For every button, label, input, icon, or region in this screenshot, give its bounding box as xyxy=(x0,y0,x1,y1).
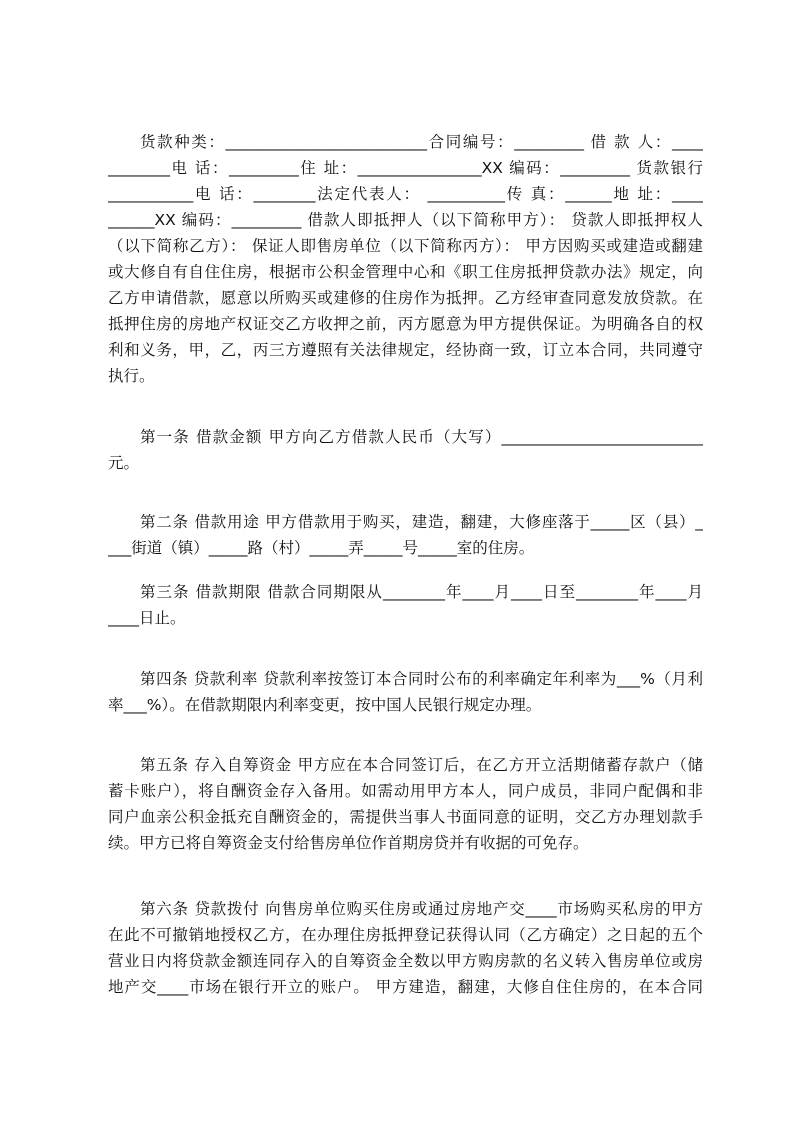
text-line: 利和义务，甲，乙，丙三方遵照有关法律规定，经协商一致，订立本合同，共同遵守 xyxy=(108,341,703,359)
text-line: 在此不可撤销地授权乙方，在办理住房抵押登记获得认同（乙方确定）之日起的五个 xyxy=(108,926,703,944)
text-line: 蓄卡账户），将自酬资金存入备用。如需动用甲方本人，同户成员，非同户配偶和非 xyxy=(108,782,703,800)
text-line: ___街道（镇）_____路（村）_____弄_____号_____室的住房。 xyxy=(108,539,535,557)
text-line: 或大修自有自住住房，根据市公积金管理中心和《职工住房抵押贷款办法》规定，向 xyxy=(108,263,703,281)
paragraph-preamble xyxy=(108,129,703,389)
text-line: 同户血亲公积金抵充自酬资金的，需提供当事人书面同意的证明，交乙方办理划款手 xyxy=(108,808,703,826)
text-line: ________电 话：_________住 址：________________XX 编码：_________ 货款银行 xyxy=(108,159,703,177)
text-line: 第三条 借款期限 借款合同期限从________年____月____日至________年____月 xyxy=(140,583,703,601)
paragraph-article-4 xyxy=(108,666,703,718)
text-line: 货款种类：__________________________合同编号：_________ 借 款 人：____ xyxy=(140,133,703,151)
text-line: 元。 xyxy=(108,454,140,472)
text-line: ______XX 编码：_________ 借款人即抵押人（以下简称甲方）： 贷款人即抵押权人 xyxy=(108,211,703,229)
paragraph-article-3 xyxy=(108,579,703,631)
text-line: 地产交____市场在银行开立的账户。 甲方建造，翻建，大修自住住房的，在本合同 xyxy=(108,978,703,996)
text-line: 执行。 xyxy=(108,367,155,385)
text-line: 第五条 存入自筹资金 甲方应在本合同签订后，在乙方开立活期储蓄存款户（储 xyxy=(140,756,703,774)
paragraph-article-2 xyxy=(108,509,703,561)
paragraph-article-5 xyxy=(108,752,703,856)
text-line: 第四条 贷款利率 贷款利率按签订本合同时公布的利率确定年利率为___%（月利 xyxy=(140,670,703,688)
text-line: 第二条 借款用途 甲方借款用于购买，建造，翻建，大修座落于_____区（县）_ xyxy=(140,513,703,531)
paragraph-article-1 xyxy=(108,424,703,476)
text-line: （以下简称乙方）： 保证人即售房单位（以下简称丙方）： 甲方因购买或建造或翻建 xyxy=(108,237,703,255)
text-line: 续。甲方已将自筹资金支付给售房单位作首期房贷并有收据的可免存。 xyxy=(108,834,589,852)
text-line: 乙方申请借款，愿意以所购买或建修的住房作为抵押。乙方经审查同意发放贷款。在 xyxy=(108,289,703,307)
text-line: 营业日内将贷款金额连同存入的自筹资金全数以甲方购房款的名义转入售房单位或房 xyxy=(108,952,703,970)
text-line: 率___%）。在借款期限内利率变更，按中国人民银行规定办理。 xyxy=(108,696,542,714)
text-line: 第一条 借款金额 甲方向乙方借款人民币（大写）__________________________ xyxy=(140,428,703,446)
paragraph-article-6 xyxy=(108,896,703,1000)
text-line: ___________电 话：________法定代表人： __________传 真：______地 址：____ xyxy=(108,185,703,203)
text-line: 第六条 贷款拨付 向售房单位购买住房或通过房地产交____市场购买私房的甲方 xyxy=(140,900,703,918)
text-line: 抵押住房的房地产权证交乙方收押之前，丙方愿意为甲方提供保证。为明确各自的权 xyxy=(108,315,703,333)
text-line: ____日止。 xyxy=(108,609,186,627)
